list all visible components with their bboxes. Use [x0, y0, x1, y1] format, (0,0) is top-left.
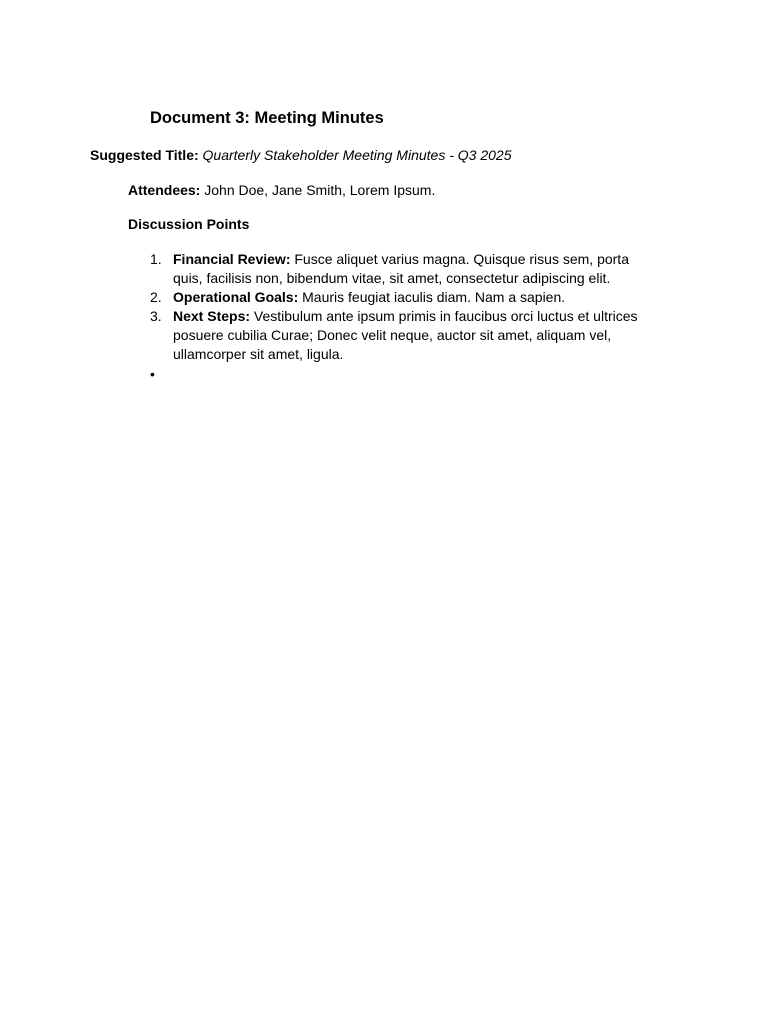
list-item-number: 1. — [150, 251, 162, 267]
suggested-title — [90, 147, 511, 163]
list-item-text: Mauris feugiat iaculis diam. Nam a sapien. — [302, 289, 566, 305]
attendees — [128, 182, 435, 198]
list-item-text: Vestibulum ante ipsum primis in faucibus orci luctus et ultrices posuere cubilia Curae; Donec velit neque, auctor sit amet, aliquam vel, ullamcorper sit amet, ligula. — [173, 308, 638, 362]
list-item — [150, 250, 640, 288]
list-item-label: Next Steps: — [173, 308, 251, 324]
empty-bullet-item: • — [150, 366, 155, 382]
list-item — [150, 288, 640, 307]
list-item-number: 3. — [150, 308, 162, 324]
suggested-title-value: Quarterly Stakeholder Meeting Minutes - Q3 2025 — [202, 147, 512, 163]
discussion-points-list — [150, 250, 640, 364]
attendees-value: John Doe, Jane Smith, Lorem Ipsum. — [204, 182, 436, 198]
list-item-label: Financial Review: — [173, 251, 291, 267]
suggested-title-label: Suggested Title: — [90, 147, 199, 163]
list-item — [150, 307, 640, 364]
list-item-text: Fusce aliquet varius magna. Quisque risus sem, porta quis, facilisis non, bibendum vitae, sit amet, consectetur adipiscing elit. — [173, 251, 629, 286]
document-heading: Document 3: Meeting Minutes — [150, 109, 384, 127]
list-item-number: 2. — [150, 289, 162, 305]
discussion-points-heading: Discussion Points — [128, 216, 250, 232]
list-item-label: Operational Goals: — [173, 289, 299, 305]
attendees-label: Attendees: — [128, 182, 201, 198]
